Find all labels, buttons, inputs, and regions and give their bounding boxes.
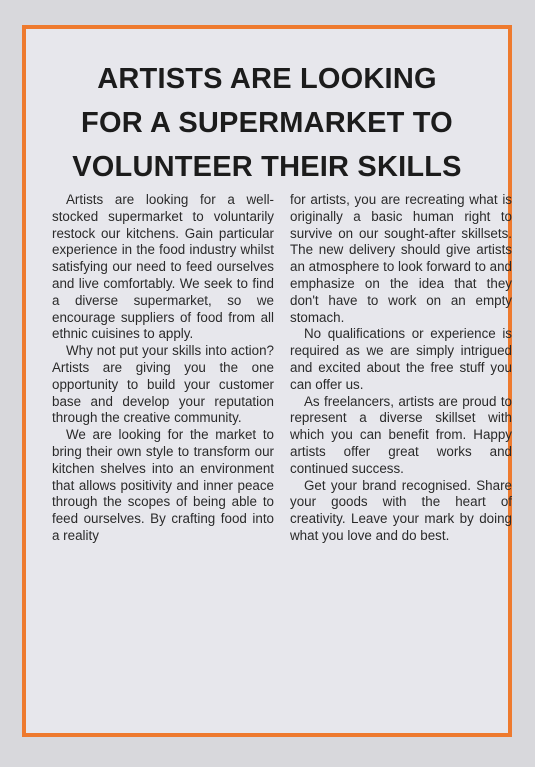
poster-frame — [22, 25, 512, 737]
paragraph: Get your brand recognised. Share your goods with the heart of creativity. Leave your mark by doing what you love and do best. — [290, 477, 512, 543]
paragraph-continued: for artists, you are recreating what is originally a basic human right to survive on our sought-after skillsets. The new delivery should give artists an atmosphere to look forward to and emphasize on the idea that they don't have to work on an empty stomach. — [290, 192, 512, 325]
paragraph: No qualifications or experience is required as we are simply intrigued and excited about the free stuff you can offer us. — [290, 326, 512, 392]
body-column-right — [290, 192, 512, 545]
body-column-left — [52, 192, 274, 545]
paragraph: Artists are looking for a well-stocked supermarket to voluntarily restock our kitchens. Gain particular experience in the food industry whilst satisfying our need to feed ourselves and live comfortably. We seek to find a diverse supermarket, so we encourage suppliers of food from all ethnic cuisines to apply. — [52, 192, 274, 342]
headline-line-1: ARTISTS ARE LOOKING — [97, 63, 437, 95]
headline — [26, 57, 508, 189]
headline-line-3: VOLUNTEER THEIR SKILLS — [72, 151, 462, 183]
paragraph: We are looking for the market to bring their own style to transform our kitchen shelves into an environment that allows positivity and inner peace through the scopes of being able to feed ourselves. By crafting food into a reality — [52, 427, 274, 543]
paragraph: As freelancers, artists are proud to represent a diverse skillset with which you can benefit from. Happy artists offer great works and continued success. — [290, 393, 512, 476]
headline-line-2: FOR A SUPERMARKET TO — [81, 107, 453, 139]
paragraph: Why not put your skills into action? Artists are giving you the one opportunity to build your customer base and develop your reputation through the creative community. — [52, 343, 274, 426]
